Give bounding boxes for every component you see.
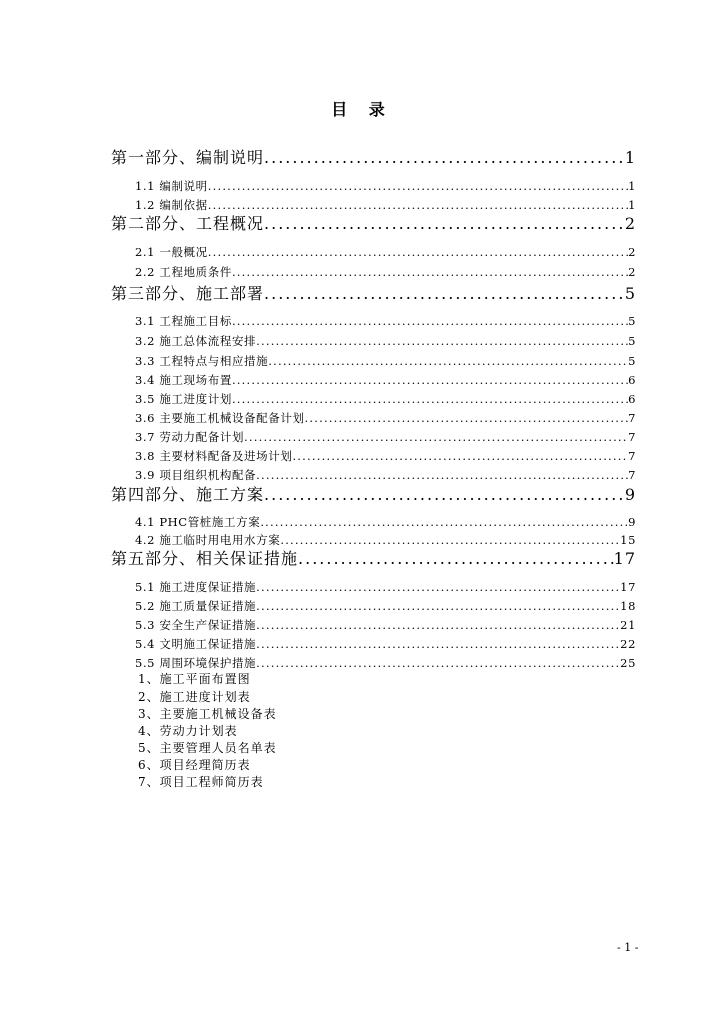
toc-entry[interactable]	[135, 617, 636, 632]
toc-entry-label: 第三部分、施工部署	[111, 284, 265, 301]
toc-entry-label: 1.2 编制依据	[135, 198, 208, 212]
toc-entry[interactable]	[135, 264, 636, 279]
toc-entry[interactable]	[111, 281, 636, 301]
toc-leader-dots	[256, 468, 628, 482]
toc-entry-page: 9	[628, 515, 636, 529]
toc-entry-page: 18	[620, 599, 636, 613]
toc-entry-page: 1	[628, 198, 636, 212]
toc-entry-label: 3.6 主要施工机械设备配备计划	[135, 411, 305, 425]
toc-entry-page: 1	[628, 179, 636, 193]
toc-leader-dots	[208, 198, 628, 212]
attachment-item: 5、主要管理人员名单表	[138, 741, 277, 755]
toc-leader-dots	[208, 179, 628, 193]
toc-entry[interactable]	[135, 197, 636, 212]
attachment-item: 4、劳动力计划表	[138, 724, 238, 738]
toc-entry[interactable]	[135, 410, 636, 425]
toc-entry[interactable]	[135, 429, 636, 444]
toc-entry-page: 7	[628, 430, 636, 444]
toc-entry-label: 3.1 工程施工目标	[135, 314, 232, 328]
toc-entry-page: 25	[620, 656, 636, 670]
toc-entry[interactable]	[135, 598, 636, 613]
toc-leader-dots	[264, 284, 625, 301]
toc-entry-label: 第四部分、施工方案	[111, 485, 265, 502]
attachment-item: 3、主要施工机械设备表	[138, 707, 277, 721]
toc-entry-page: 6	[628, 392, 636, 406]
toc-entry[interactable]	[135, 178, 636, 193]
toc-leader-dots	[264, 148, 625, 165]
toc-entry-page: 17	[613, 549, 636, 566]
toc-entry-label: 3.5 施工进度计划	[135, 392, 232, 406]
toc-entry-label: 3.3 工程特点与相应措施	[135, 354, 269, 368]
toc-entry-label: 3.4 施工现场布置	[135, 373, 232, 387]
toc-leader-dots	[256, 656, 620, 670]
attachment-item: 6、项目经理简历表	[138, 758, 251, 772]
toc-entry[interactable]	[135, 467, 636, 482]
toc-entry-label: 5.4 文明施工保证措施	[135, 637, 257, 651]
toc-entry-label: 5.3 安全生产保证措施	[135, 618, 257, 632]
toc-entry-page: 9	[624, 485, 636, 502]
page-title: 目 录	[331, 100, 393, 119]
toc-entry-page: 7	[628, 411, 636, 425]
toc-leader-dots	[292, 449, 628, 463]
toc-entry-page: 7	[628, 449, 636, 463]
toc-entry-label: 3.9 项目组织机构配备	[135, 468, 257, 482]
toc-entry[interactable]	[135, 244, 636, 259]
toc-entry-page: 22	[620, 637, 636, 651]
toc-entry-label: 5.1 施工进度保证措施	[135, 580, 257, 594]
toc-entry[interactable]	[135, 333, 636, 348]
toc-leader-dots	[232, 314, 628, 328]
toc-leader-dots	[232, 265, 628, 279]
toc-entry[interactable]	[111, 482, 636, 502]
toc-entry[interactable]	[135, 532, 636, 547]
toc-leader-dots	[256, 637, 620, 651]
toc-entry-label: 2.1 一般概况	[135, 245, 208, 259]
toc-leader-dots	[256, 599, 620, 613]
toc-entry-page: 2	[628, 245, 636, 259]
toc-leader-dots	[256, 334, 628, 348]
page-number: - 1 -	[617, 941, 639, 954]
toc-leader-dots	[256, 618, 620, 632]
toc-entry[interactable]	[111, 211, 636, 231]
toc-entry-page: 17	[620, 580, 636, 594]
toc-entry-label: 2.2 工程地质条件	[135, 265, 232, 279]
toc-entry-page: 7	[628, 468, 636, 482]
toc-leader-dots	[244, 430, 628, 444]
toc-leader-dots	[298, 549, 614, 566]
toc-entry-label: 3.8 主要材料配备及进场计划	[135, 449, 293, 463]
toc-entry-label: 5.5 周围环境保护措施	[135, 656, 257, 670]
toc-entry[interactable]	[135, 353, 636, 368]
toc-entry-label: 5.2 施工质量保证措施	[135, 599, 257, 613]
toc-leader-dots	[208, 245, 628, 259]
toc-entry-page: 2	[624, 214, 636, 231]
attachment-item: 7、项目工程师简历表	[138, 775, 264, 789]
toc-entry-page: 21	[620, 618, 636, 632]
toc-leader-dots	[264, 214, 625, 231]
toc-leader-dots	[260, 515, 628, 529]
toc-entry-page: 5	[624, 284, 636, 301]
toc-entry-page: 5	[628, 334, 636, 348]
toc-entry-page: 5	[628, 354, 636, 368]
toc-entry-label: 4.1 PHC管桩施工方案	[135, 515, 261, 529]
toc-leader-dots	[305, 411, 629, 425]
toc-leader-dots	[268, 354, 628, 368]
toc-entry[interactable]	[135, 391, 636, 406]
toc-entry[interactable]	[111, 145, 636, 165]
toc-leader-dots	[264, 485, 625, 502]
toc-entry[interactable]	[135, 448, 636, 463]
toc-leader-dots	[280, 533, 620, 547]
toc-entry-page: 5	[628, 314, 636, 328]
toc-entry[interactable]	[135, 514, 636, 529]
toc-entry-label: 4.2 施工临时用电用水方案	[135, 533, 281, 547]
toc-entry-label: 3.7 劳动力配备计划	[135, 430, 245, 444]
toc-entry-page: 15	[620, 533, 636, 547]
toc-entry-label: 3.2 施工总体流程安排	[135, 334, 257, 348]
toc-entry-label: 第一部分、编制说明	[111, 148, 265, 165]
attachment-item: 1、施工平面布置图	[138, 672, 251, 686]
toc-entry-label: 第二部分、工程概况	[111, 214, 265, 231]
toc-entry[interactable]	[135, 579, 636, 594]
attachment-item: 2、施工进度计划表	[138, 690, 251, 704]
toc-entry[interactable]	[135, 636, 636, 651]
toc-entry[interactable]	[135, 655, 636, 670]
toc-leader-dots	[232, 392, 628, 406]
toc-entry-page: 6	[628, 373, 636, 387]
toc-leader-dots	[232, 373, 628, 387]
toc-entry-label: 第五部分、相关保证措施	[111, 549, 299, 566]
toc-entry[interactable]	[111, 546, 636, 566]
toc-entry-label: 1.1 编制说明	[135, 179, 208, 193]
toc-entry-page: 2	[628, 265, 636, 279]
toc-leader-dots	[256, 580, 620, 594]
toc-entry[interactable]	[135, 372, 636, 387]
toc-entry-page: 1	[624, 148, 636, 165]
toc-entry[interactable]	[135, 313, 636, 328]
